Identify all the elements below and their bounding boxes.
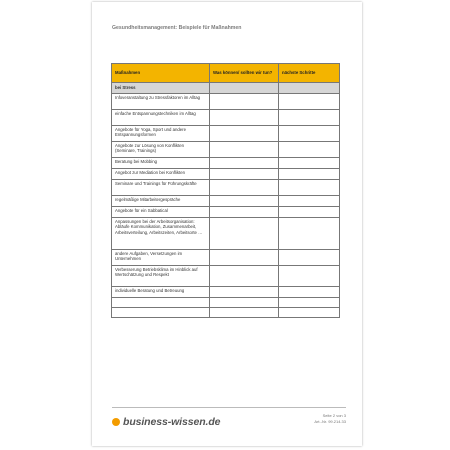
measure-cell: Verbesserung Betriebsklima im Hinblick auf Wertschätzung und Respekt	[112, 266, 210, 287]
column-header-measures: Maßnahmen	[112, 64, 210, 83]
table-cell	[279, 94, 340, 110]
page-number: Seite 2 von 3	[322, 413, 346, 418]
table-cell	[279, 298, 340, 308]
measure-cell: Seminare und Trainings für Führungskräfte	[112, 180, 210, 196]
measure-cell	[112, 308, 210, 318]
table-cell	[210, 142, 279, 158]
table-cell	[279, 266, 340, 287]
measure-cell: Angebote für Yoga, Sport und andere Entspannungsformen	[112, 126, 210, 142]
measure-cell: Angebote für ein Sabbatical	[112, 207, 210, 218]
table-cell	[210, 308, 279, 318]
table-row	[112, 298, 340, 308]
table-row	[112, 180, 340, 196]
table-row	[112, 126, 340, 142]
table-cell	[210, 266, 279, 287]
table-cell	[279, 180, 340, 196]
table-cell	[210, 218, 279, 250]
footer-info	[314, 413, 346, 425]
logo-dot-icon	[112, 418, 120, 426]
table-row	[112, 266, 340, 287]
measure-cell	[112, 298, 210, 308]
column-header-next-steps: nächste Schritte	[279, 64, 340, 83]
table-cell	[279, 287, 340, 298]
table-cell	[279, 169, 340, 180]
document-page	[92, 2, 362, 446]
table-cell	[279, 218, 340, 250]
table-cell	[279, 250, 340, 266]
table-row	[112, 169, 340, 180]
table-cell	[210, 287, 279, 298]
table-cell	[210, 298, 279, 308]
footer-divider	[112, 407, 346, 408]
table-row	[112, 158, 340, 169]
business-wissen-logo[interactable]	[112, 416, 220, 428]
table-row	[112, 218, 340, 250]
measure-cell: Angebote zur Lösung von Konflikten (Seminare, Trainings)	[112, 142, 210, 158]
table-cell	[210, 180, 279, 196]
table-cell	[210, 169, 279, 180]
table-cell	[210, 250, 279, 266]
measure-cell: regelmäßige Mitarbeitergespräche	[112, 196, 210, 207]
table-cell	[279, 207, 340, 218]
table-row	[112, 308, 340, 318]
table-header-row	[112, 64, 340, 83]
measure-cell: andere Aufgaben, Versetzungen im Unternehmen	[112, 250, 210, 266]
table-cell	[279, 142, 340, 158]
table-cell	[210, 110, 279, 126]
table-row	[112, 207, 340, 218]
measures-table	[111, 63, 340, 318]
table-cell	[210, 126, 279, 142]
table-row	[112, 94, 340, 110]
logo-text: business-wissen.de	[123, 416, 221, 428]
table-cell	[210, 158, 279, 169]
table-cell	[210, 83, 279, 94]
document-header: Gesundheitsmanagement: Beispiele für Maßnahmen	[112, 25, 242, 31]
measure-cell: Beratung bei Mobbing	[112, 158, 210, 169]
table-row	[112, 250, 340, 266]
measure-cell: einfache Entspannungstechniken im Alltag	[112, 110, 210, 126]
measure-cell: Anpassungen bei der Arbeitsorganisation: Abläufe Kommunikation, Zusammenarbeit, Arbeitsverteilung, Arbeitszeiten, Arbeitsorte …	[112, 218, 210, 250]
article-number: Art.-Nr. 99.214.33	[314, 419, 346, 424]
table-cell	[279, 158, 340, 169]
table-cell	[279, 196, 340, 207]
table-cell	[210, 207, 279, 218]
table-cell	[279, 83, 340, 94]
table-cell	[279, 110, 340, 126]
table-cell	[279, 126, 340, 142]
table-row	[112, 287, 340, 298]
table-row	[112, 110, 340, 126]
section-label: bei Stress	[112, 83, 210, 94]
column-header-what-to-do: Was können/ sollten wir tun?	[210, 64, 279, 83]
table-cell	[210, 94, 279, 110]
measure-cell: Infoveranstaltung zu Stressfaktoren im Alltag	[112, 94, 210, 110]
table-cell	[279, 308, 340, 318]
table-row	[112, 196, 340, 207]
table-row	[112, 142, 340, 158]
section-row	[112, 83, 340, 94]
measure-cell: Angebot zur Mediation bei Konflikten	[112, 169, 210, 180]
table-cell	[210, 196, 279, 207]
measure-cell: individuelle Beratung und Betreuung	[112, 287, 210, 298]
